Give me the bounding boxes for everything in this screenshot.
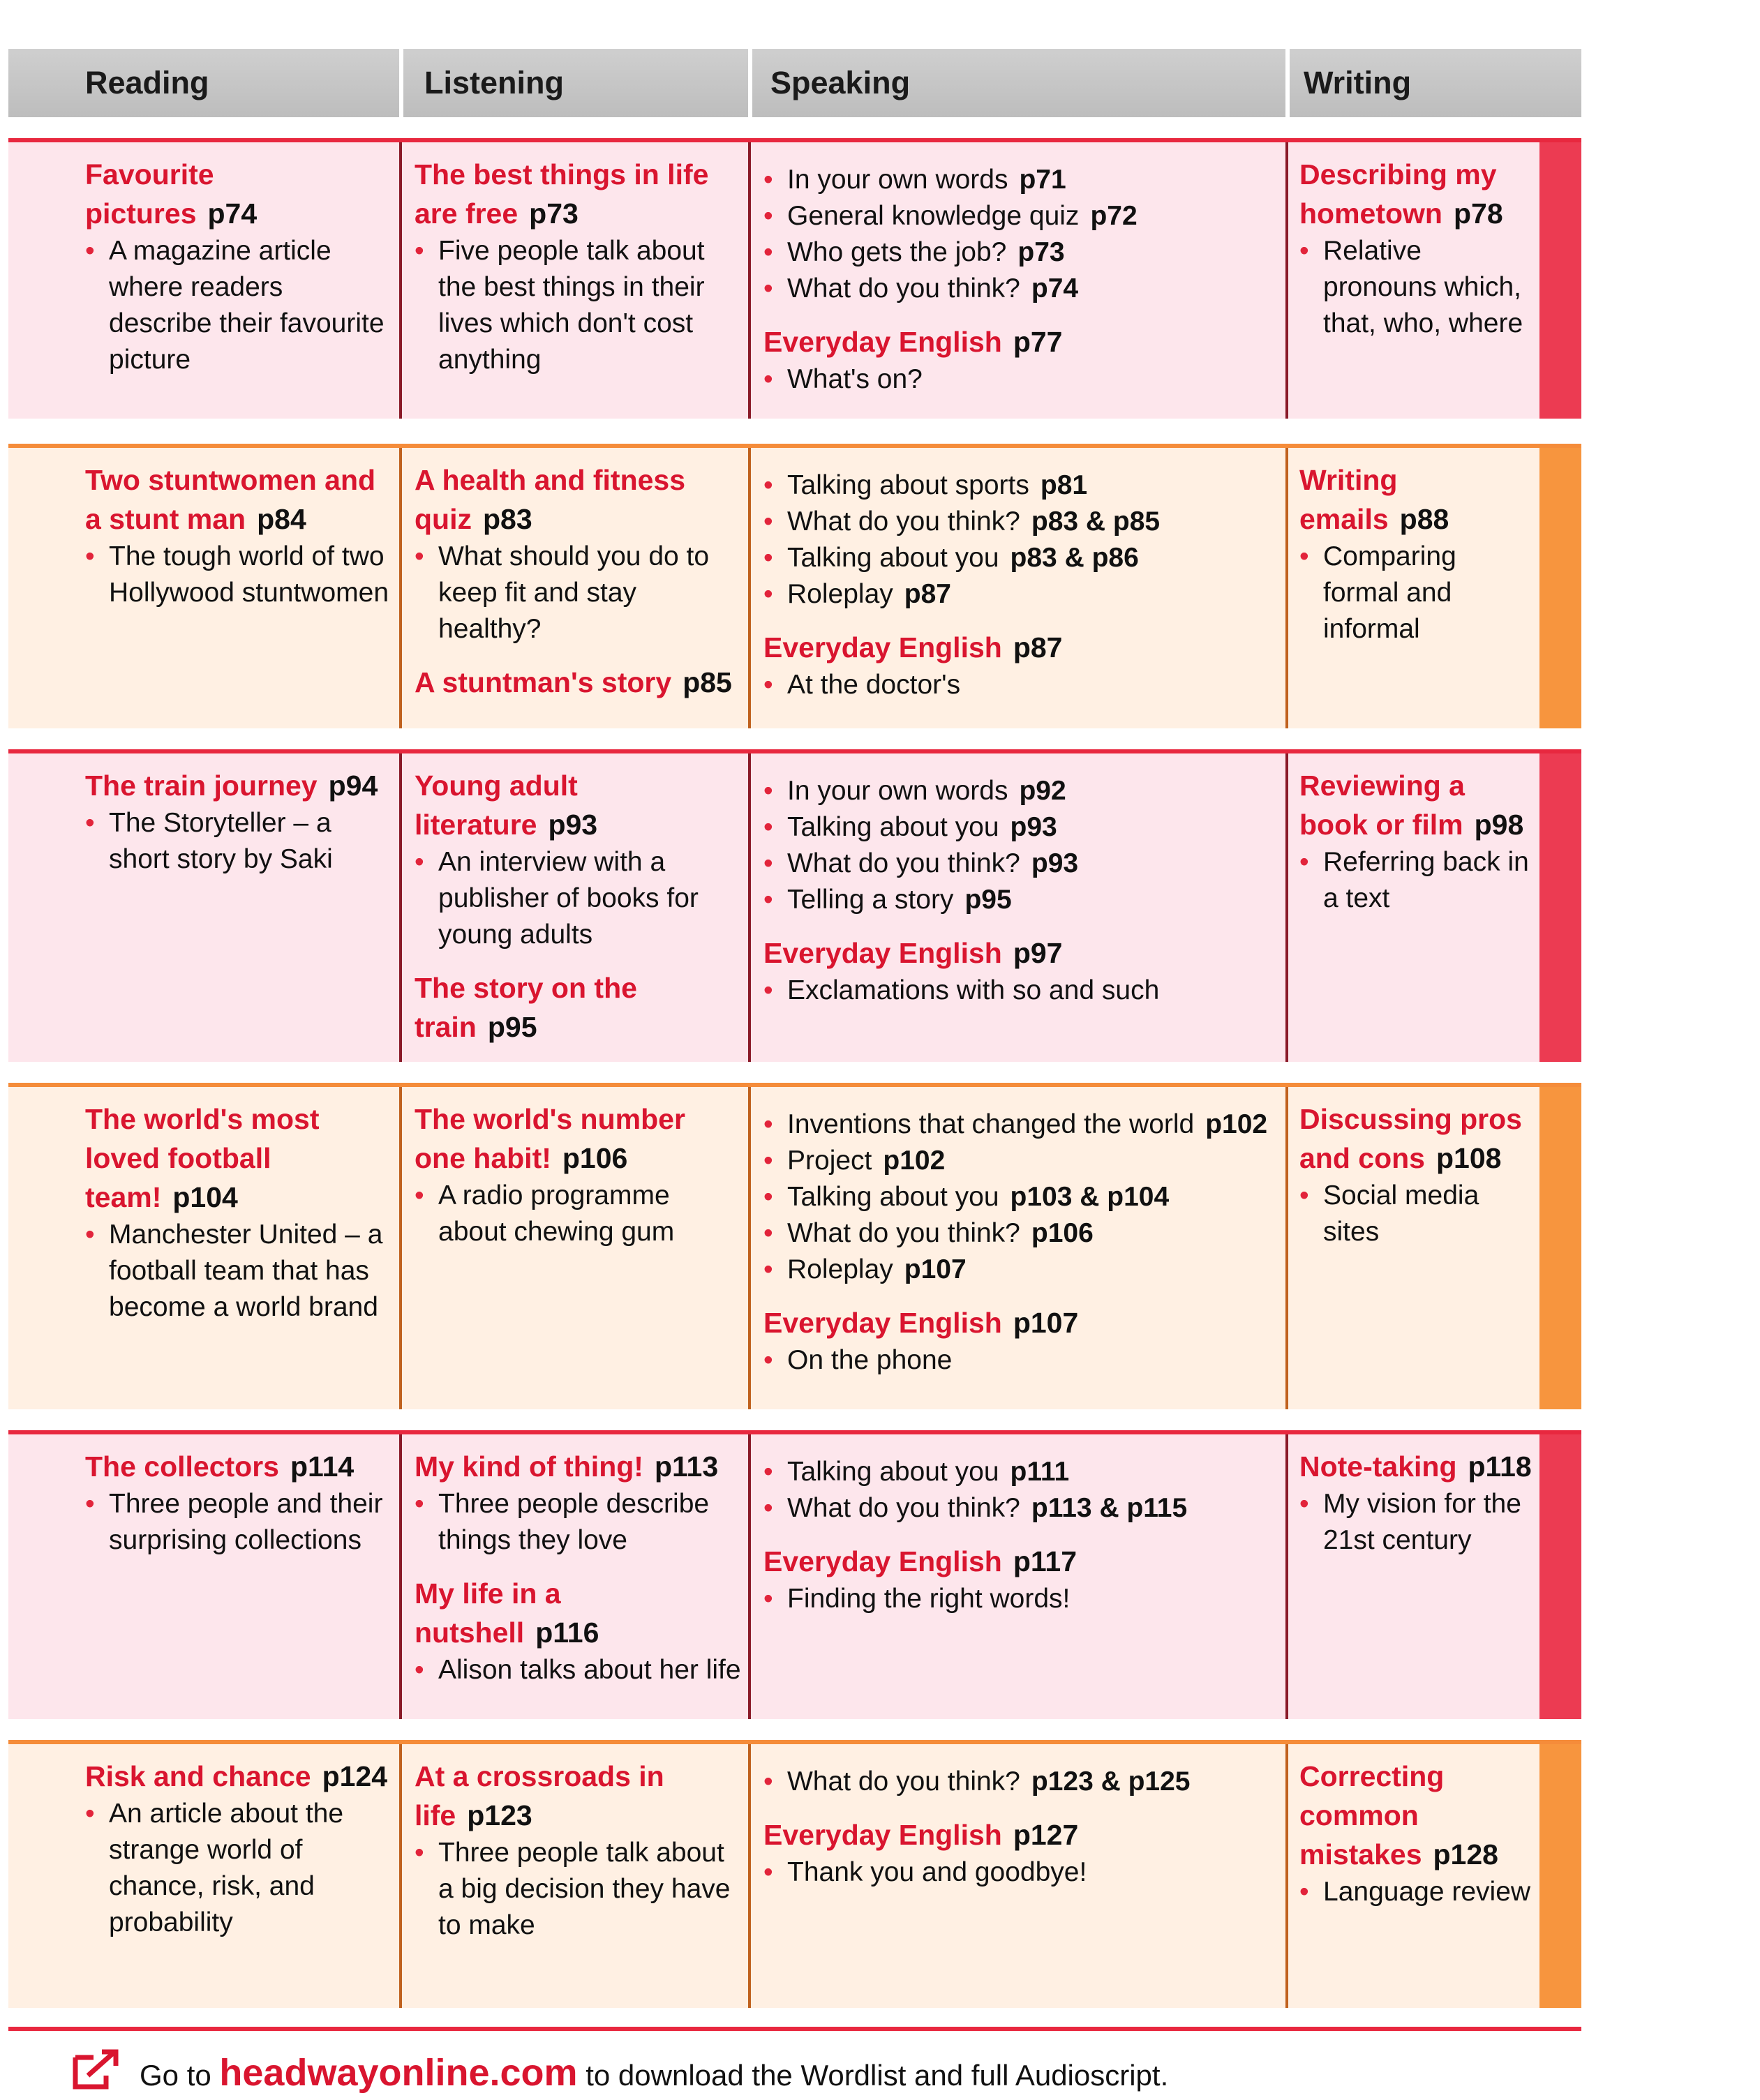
unit-row-2 xyxy=(8,444,1581,728)
writing-cell: Writing emails p88 • Comparing formal and informal xyxy=(1299,460,1537,647)
header-speaking: Speaking xyxy=(770,65,911,100)
reading-bullet: • An article about the strange world of chance, risk, and probability xyxy=(85,1796,392,1941)
speaking-bullet: • Talking about you p93 xyxy=(763,809,1280,846)
unit-row-6 xyxy=(8,1740,1581,2008)
speaking-bullet: • General knowledge quiz p72 xyxy=(763,198,1280,234)
listening-title-2: The story on the train xyxy=(415,972,637,1043)
everyday-bullet: • Thank you and goodbye! xyxy=(763,1854,1280,1891)
everyday-bullet: • Finding the right words! xyxy=(763,1581,1280,1617)
writing-title: Correcting common mistakes xyxy=(1299,1760,1445,1870)
reading-bullet: • The tough world of two Hollywood stuntwomen xyxy=(85,539,392,611)
everyday-bullet: • What's on? xyxy=(763,361,1280,398)
speaking-cell: • Talking about you p111 • What do you think? p113 & p115 Everyday English p117 • Finding the right words! xyxy=(763,1454,1280,1617)
reading-bullet: • The Storyteller – a short story by Saki xyxy=(85,805,392,878)
speaking-bullet: • Talking about sports p81 xyxy=(763,467,1280,504)
writing-title: Writing emails xyxy=(1299,464,1398,535)
speaking-cell: • In your own words p92 • Talking about you p93 • What do you think? p93 • Telling a story p95 Everyday English p97 • Exclamations with so and such xyxy=(763,773,1280,1009)
speaking-bullet: • Telling a story p95 xyxy=(763,882,1280,918)
speaking-bullet: • Roleplay p107 xyxy=(763,1252,1280,1288)
listening-title: The world's number one habit! xyxy=(415,1103,685,1174)
page-ref: p74 xyxy=(207,197,258,230)
reading-title: Two stuntwomen and a stunt man xyxy=(85,464,376,535)
listening-cell: Young adult literature p93 • An interview with a publisher of books for young adults The story on the train p95 xyxy=(415,766,743,1047)
footer-divider xyxy=(8,2027,1581,2031)
reading-cell xyxy=(85,155,392,378)
everyday-bullet: • On the phone xyxy=(763,1342,1280,1379)
speaking-bullet: • Who gets the job? p73 xyxy=(763,234,1280,271)
writing-title: Describing my hometown xyxy=(1299,158,1497,230)
speaking-bullet: • What do you think? p83 & p85 xyxy=(763,504,1280,540)
listening-bullet: • An interview with a publisher of books for young adults xyxy=(415,844,743,953)
reading-cell: The collectors p114 • Three people and their surprising collections xyxy=(85,1447,392,1559)
speaking-bullet: • Talking about you p111 xyxy=(763,1454,1280,1490)
unit-color-bar xyxy=(1539,142,1581,419)
unit-row-1 xyxy=(8,138,1581,419)
listening-bullet: • Three people describe things they love xyxy=(415,1486,743,1559)
listening-title-2: My life in a nutshell xyxy=(415,1577,561,1649)
writing-cell: Discussing pros and cons p108 • Social media sites xyxy=(1299,1100,1537,1250)
speaking-cell: • In your own words p71 • General knowledge quiz p72 • Who gets the job? p73 • What do you think? p74 Everyday English p77 • What's on? xyxy=(763,162,1280,398)
listening-bullet: • What should you do to keep fit and stay healthy? xyxy=(415,539,743,647)
listening-cell: The world's number one habit! p106 • A radio programme about chewing gum xyxy=(415,1100,743,1250)
writing-cell: Reviewing a book or film p98 • Referring back in a text xyxy=(1299,766,1537,917)
reading-bullet: • Manchester United – a football team that has become a world brand xyxy=(85,1217,392,1326)
writing-cell: Correcting common mistakes p128 • Language review xyxy=(1299,1757,1537,1910)
listening-title: A health and fitness quiz xyxy=(415,464,686,535)
reading-cell: Risk and chance p124 • An article about the strange world of chance, risk, and probability xyxy=(85,1757,392,1941)
external-link-icon xyxy=(70,2048,126,2090)
unit-color-bar xyxy=(1539,1087,1581,1409)
speaking-cell: • What do you think? p123 & p125 Everyday English p127 • Thank you and goodbye! xyxy=(763,1764,1280,1891)
unit-color-bar xyxy=(1539,1744,1581,2008)
everyday-english-title: Everyday English xyxy=(763,1307,1002,1339)
reading-cell: The world's most loved football team! p104 • Manchester United – a football team that has become a world brand xyxy=(85,1100,392,1326)
reading-bullet: • Three people and their surprising collections xyxy=(85,1486,392,1559)
speaking-bullet: • Talking about you p103 & p104 xyxy=(763,1179,1280,1215)
unit-row-4 xyxy=(8,1083,1581,1409)
unit-row-3 xyxy=(8,749,1581,1062)
listening-title: My kind of thing! xyxy=(415,1450,643,1483)
listening-cell: At a crossroads in life p123 • Three people talk about a big decision they have to make xyxy=(415,1757,743,1944)
listening-cell: My kind of thing! p113 • Three people describe things they love My life in a nutshell p116 • Alison talks about her life xyxy=(415,1447,743,1688)
listening-title: The best things in life are free xyxy=(415,158,709,230)
listening-bullet: • Five people talk about the best things in their lives which don't cost anything xyxy=(415,233,743,378)
listening-bullet: • A radio programme about chewing gum xyxy=(415,1178,743,1250)
listening-cell: A health and fitness quiz p83 • What should you do to keep fit and stay healthy? A stuntman's story p85 xyxy=(415,460,743,702)
listening-bullet: • Three people talk about a big decision they have to make xyxy=(415,1835,743,1944)
speaking-bullet: • What do you think? p93 xyxy=(763,846,1280,882)
writing-title: Reviewing a book or film xyxy=(1299,770,1465,841)
reading-bullet: • A magazine article where readers describe their favourite picture xyxy=(85,233,392,378)
speaking-cell: • Inventions that changed the world p102 • Project p102 • Talking about you p103 & p104 • What do you think? p106 • Roleplay p107 Everyday English p107 • On the phone xyxy=(763,1107,1280,1379)
speaking-bullet: • In your own words p92 xyxy=(763,773,1280,809)
speaking-bullet: • What do you think? p106 xyxy=(763,1215,1280,1252)
speaking-bullet: • In your own words p71 xyxy=(763,162,1280,198)
everyday-bullet: • At the doctor's xyxy=(763,667,1280,703)
listening-title: At a crossroads in life xyxy=(415,1760,664,1831)
writing-bullet: • Comparing formal and informal xyxy=(1299,539,1537,647)
unit-color-bar xyxy=(1539,448,1581,728)
reading-title: Favourite pictures xyxy=(85,158,214,230)
header-listening: Listening xyxy=(424,65,564,100)
writing-bullet: • Relative pronouns which, that, who, where xyxy=(1299,233,1537,342)
everyday-english-title: Everyday English xyxy=(763,1545,1002,1577)
everyday-english-title: Everyday English xyxy=(763,326,1002,358)
reading-title: The world's most loved football team! xyxy=(85,1103,320,1213)
writing-bullet: • My vision for the 21st century xyxy=(1299,1486,1537,1559)
reading-cell: Two stuntwomen and a stunt man p84 • The tough world of two Hollywood stuntwomen xyxy=(85,460,392,611)
writing-title: Discussing pros and cons xyxy=(1299,1103,1522,1174)
everyday-bullet: • Exclamations with so and such xyxy=(763,973,1280,1009)
speaking-bullet: • Inventions that changed the world p102 xyxy=(763,1107,1280,1143)
reading-title: Risk and chance xyxy=(85,1760,311,1792)
everyday-english-title: Everyday English xyxy=(763,631,1002,663)
listening-cell xyxy=(415,155,743,378)
page-ref: p73 xyxy=(529,197,579,230)
listening-bullet-2: • Alison talks about her life xyxy=(415,1652,743,1688)
unit-row-5 xyxy=(8,1430,1581,1719)
table-header xyxy=(8,49,1581,117)
reading-title: The collectors xyxy=(85,1450,279,1483)
writing-bullet: • Referring back in a text xyxy=(1299,844,1537,917)
reading-title: The train journey xyxy=(85,770,318,802)
writing-bullet: • Language review xyxy=(1299,1874,1537,1910)
speaking-bullet: • Roleplay p87 xyxy=(763,576,1280,613)
header-reading: Reading xyxy=(85,65,209,100)
unit-color-bar xyxy=(1539,753,1581,1062)
writing-bullet: • Social media sites xyxy=(1299,1178,1537,1250)
speaking-cell: • Talking about sports p81 • What do you think? p83 & p85 • Talking about you p83 & p86 • Roleplay p87 Everyday English p87 • At the doctor's xyxy=(763,467,1280,703)
speaking-bullet: • What do you think? p113 & p115 xyxy=(763,1490,1280,1527)
everyday-english-title: Everyday English xyxy=(763,1819,1002,1851)
everyday-english-title: Everyday English xyxy=(763,937,1002,969)
footer-text: Go to headwayonline.com to download the Wordlist and full Audioscript. xyxy=(140,2052,1169,2094)
speaking-bullet: • What do you think? p74 xyxy=(763,271,1280,307)
listening-title-2: A stuntman's story xyxy=(415,666,672,698)
speaking-bullet: • What do you think? p123 & p125 xyxy=(763,1764,1280,1800)
header-writing: Writing xyxy=(1304,65,1412,100)
speaking-bullet: • Talking about you p83 & p86 xyxy=(763,540,1280,576)
listening-title: Young adult literature xyxy=(415,770,578,841)
speaking-bullet: • Project p102 xyxy=(763,1143,1280,1179)
writing-title: Note-taking xyxy=(1299,1450,1457,1483)
unit-color-bar xyxy=(1539,1434,1581,1719)
reading-cell: The train journey p94 • The Storyteller – a short story by Saki xyxy=(85,766,392,878)
writing-cell: Describing my hometown p78 • Relative pronouns which, that, who, where xyxy=(1299,155,1537,342)
headway-link[interactable]: headwayonline.com xyxy=(219,2052,578,2094)
writing-cell: Note-taking p118 • My vision for the 21st century xyxy=(1299,1447,1537,1559)
